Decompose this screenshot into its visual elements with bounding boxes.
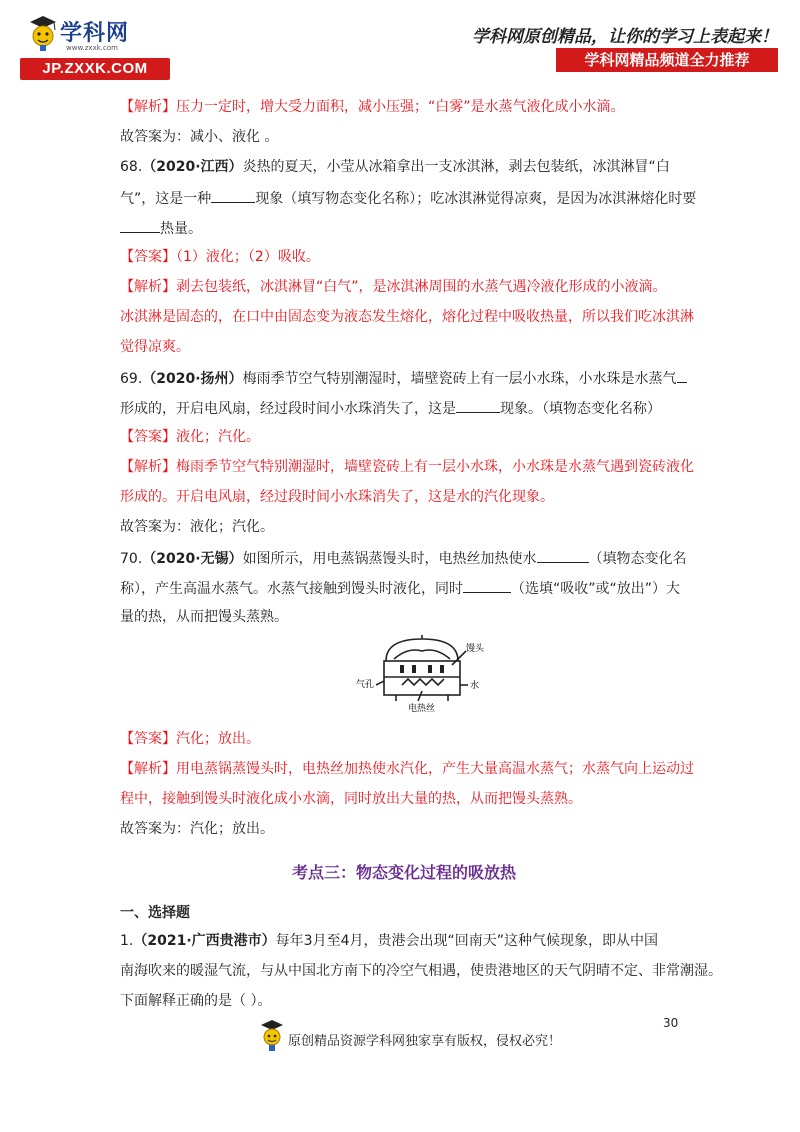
answer-summary: 故答案为：减小、液化 。 (120, 129, 279, 145)
analysis-line: 【解析】梅雨季节空气特别潮湿时，墙壁瓷砖上有一层小水珠，小水珠是水蒸气遇到瓷砖液化 (120, 459, 694, 475)
logo-subtext: www.zxxk.com (66, 44, 118, 52)
figure-label-top: 馒头 (466, 644, 485, 654)
answer-line: 【答案】汽化；放出。 (120, 731, 260, 747)
zxxk-logo[interactable] (20, 14, 170, 76)
logo-domain: JP.ZXXK.COM (20, 58, 170, 80)
scholar-mascot-icon (26, 14, 60, 52)
question-source: （2020·无锡） (142, 551, 243, 567)
subsection-heading: 一、选择题 (120, 905, 190, 921)
header-slogan: 学科网原创精品，让你的学习上表起来！ (472, 27, 778, 47)
header-banner: 学科网精品频道全力推荐 (556, 48, 778, 72)
answer-blank (537, 548, 589, 563)
figure-label-bottom: 电热丝 (408, 704, 436, 713)
answer-summary: 故答案为：汽化；放出。 (120, 821, 274, 837)
answer-blank (677, 368, 687, 383)
page-footer (258, 1018, 598, 1058)
question-68: 68.（2020·江西）炎热的夏天，小莹从冰箱拿出一支冰淇淋，剥去包装纸，冰淇淋冒“白 (120, 159, 670, 175)
section-title: 考点三：物态变化过程的吸放热 (291, 863, 516, 882)
question-source: （2021·广西贵港市） (133, 933, 276, 949)
question-70: 70.（2020·无锡）如图所示，用电蒸锅蒸馒头时，电热丝加热使水 （填物态变化名 (120, 548, 687, 568)
question-source: （2020·扬州） (142, 371, 243, 387)
question-1: 1.（2021·广西贵港市）每年3月至4月，贵港会出现“回南天”这种气候现象，即从中国 (120, 933, 658, 949)
page-header (0, 0, 800, 90)
analysis-line: 【解析】用电蒸锅蒸馒头时，电热丝加热使水汽化，产生大量高温水蒸气；水蒸气向上运动过 (120, 761, 694, 777)
answer-line: 【答案】（1）液化；（2）吸收。 (120, 249, 320, 265)
answer-summary: 故答案为：液化；汽化。 (120, 519, 274, 535)
copyright-notice: 原创精品资源学科网独家享有版权，侵权必究！ (288, 1034, 562, 1049)
question-69: 69.（2020·扬州）梅雨季节空气特别潮湿时，墙壁瓷砖上有一层小水珠，小水珠是水蒸气 (120, 368, 687, 388)
logo-brand-text: 学科网 (60, 20, 130, 46)
analysis-tag: 【解析】 (120, 99, 176, 115)
answer-blank (456, 398, 500, 413)
scholar-mascot-icon (258, 1018, 286, 1054)
analysis-line: 【解析】剥去包装纸，冰淇淋冒“白气”，是冰淇淋周围的水蒸气遇冷液化形成的小液滴。 (120, 279, 667, 295)
answer-blank (463, 578, 511, 593)
figure-label-right: 水 (470, 681, 480, 691)
answer-blank (211, 188, 255, 203)
steamer-diagram (356, 635, 492, 713)
answer-blank (120, 218, 160, 233)
question-source: （2020·江西） (142, 159, 243, 175)
answer-line: 【答案】液化；汽化。 (120, 429, 260, 445)
figure-label-left: 气孔 (356, 680, 375, 690)
page-number: 30 (663, 1016, 679, 1030)
analysis-line: 【解析】压力一定时，增大受力面积，减小压强；“白雾”是水蒸气液化成小水滴。 (120, 99, 625, 115)
